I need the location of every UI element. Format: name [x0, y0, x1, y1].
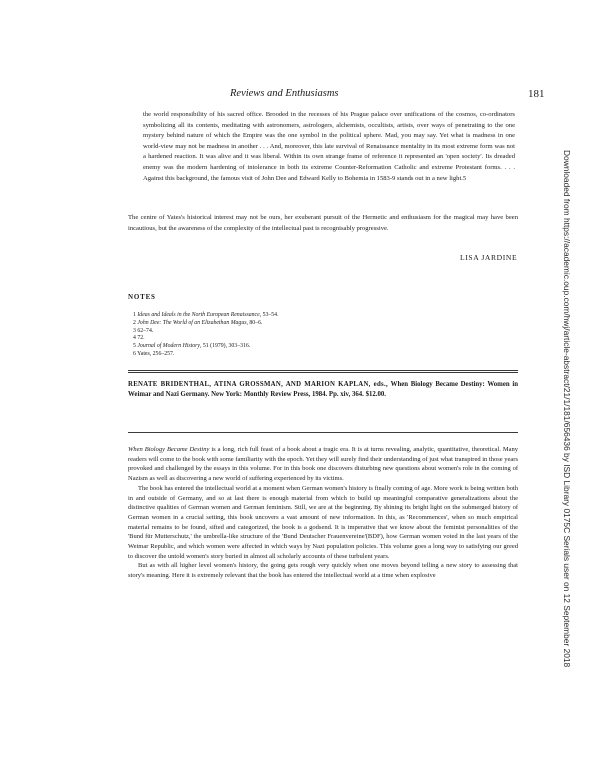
running-header-title: Reviews and Enthusiasms	[230, 88, 339, 99]
note-item: 6 Yates, 256–257.	[133, 350, 175, 357]
note-item: 5 Journal of Modern History, 51 (1979), 303–316.	[133, 343, 251, 350]
review-book-title-prefix: When	[390, 381, 409, 388]
body-paragraph: But as with all higher level women's history, the going gets rough very quickly when one moves beyond telling a new story to assessing that story's meaning. Here it is extremely relevant that the book has entered the intellectual world at a time when explosive	[128, 562, 518, 580]
note-item: 2 John Dee: The World of an Elizabethan Magus, 80–6.	[133, 319, 263, 326]
section-divider-top	[128, 370, 518, 371]
notes-heading: NOTES	[128, 293, 156, 301]
download-watermark: Downloaded from https://academic.oup.com/hwj/article-abstract/21/1/181/656436 by ISD Library 0175C Serials user on 12 September 2018	[562, 150, 572, 668]
review-book-citation	[128, 380, 518, 401]
page-number: 181	[528, 88, 545, 100]
review-body	[128, 445, 518, 581]
section-divider-top-double	[128, 372, 518, 373]
review-book-publisher: New York: Monthly Review Press, 1984. Pp. xiv, 364. $12.00.	[211, 391, 386, 399]
body-paragraph: When Biology Became Destiny is a long, rich full feast of a book about a tragic era. It is at turns revealing, analytic, quantitative, theoretical. Many readers will come to the book with some familiarity with the epoch. Yet they will surely find their understanding of just what transpired in those years provoked and challenged by the essays in this volume. For in this book one discovers disturbing new questions about women's role in the coming of Nazism as well as discovering a new world of suffering experienced by its victims.	[128, 446, 518, 483]
note-item: 4 72.	[133, 335, 145, 342]
review-book-editors: RENATE BRIDENTHAL, ATINA GROSSMAN, AND MARION KAPLAN, eds.,	[128, 381, 388, 388]
review-book-title: Biology Became Destiny: Women in Weimar and Nazi Germany.	[128, 381, 518, 399]
body-paragraph: The book has entered the intellectual world at a moment when German women's history is finally coming of age. More work is being written both in and outside of Germany, and so at last there is enough material from which to build up meaningful comparative generalizations about the distinctive qualities of German women and German feminism. Still, we are at the beginning. By shining its bright light on the submerged history of German women in a crucial setting, this book uncovers a vast amount of new information. In this, as 'Recommences', when so much empirical material remains to be found, sifted and categorized, the book is a godsend. It is imperative that we know about the feminist personalities of the 'Bund für Mutterschutz,' the umbrella-like structure of the 'Bund Deutscher Frauenvereine'(BDF), how German women voted in the last years of the Weimar Republic, and which women were affected in which ways by Nazi population policies. This volume goes a long way to satisfying our greed to discover the untold women's story buried in almost all scholarly accounts of these turbulent years.	[128, 484, 518, 560]
section-divider-bottom	[128, 432, 518, 433]
closing-paragraph: The centre of Yates's historical interest may not be ours, her exuberant pursuit of the Hermetic and enthusiasm for the magical may have been incautious, but the awareness of the complexity of the intellectual past is recognisably progressive.	[128, 214, 518, 232]
note-item: 1 Ideas and Ideals in the North European Renaissance, 53–54.	[133, 312, 279, 318]
notes-list	[133, 312, 279, 359]
block-quote: the world responsibility of his sacred office. Brooded in the recesses of his Prague palace over unifications of the cosmos, co-ordinators symbolizing all its contents, meditating with astronomers, astrologers, alchemists, occultists, artists, over ways of penetrating to the one mystery behind nature of which the Empire was the one symbol in the political sphere. Mad, you may say. Yet what is madness in one world-view may not be madness in another . . . And, moreover, this late survival of Renaissance mentality in its most extreme form was not a hardened reaction. It was alive and it was liberal. Within its own strange frame of reference it represented an 'open society'. Its dreaded enemy was the modern hardening of intolerance in both its extreme Counter-Reformation Catholic and extreme Protestant forms. . . . Against this background, the famous visit of John Dee and Edward Kelly to Bohemia in 1583-9 stands out in a new light.5	[143, 111, 515, 182]
note-item: 3 62–74.	[133, 327, 154, 334]
review-author-signature: LISA JARDINE	[460, 253, 518, 262]
